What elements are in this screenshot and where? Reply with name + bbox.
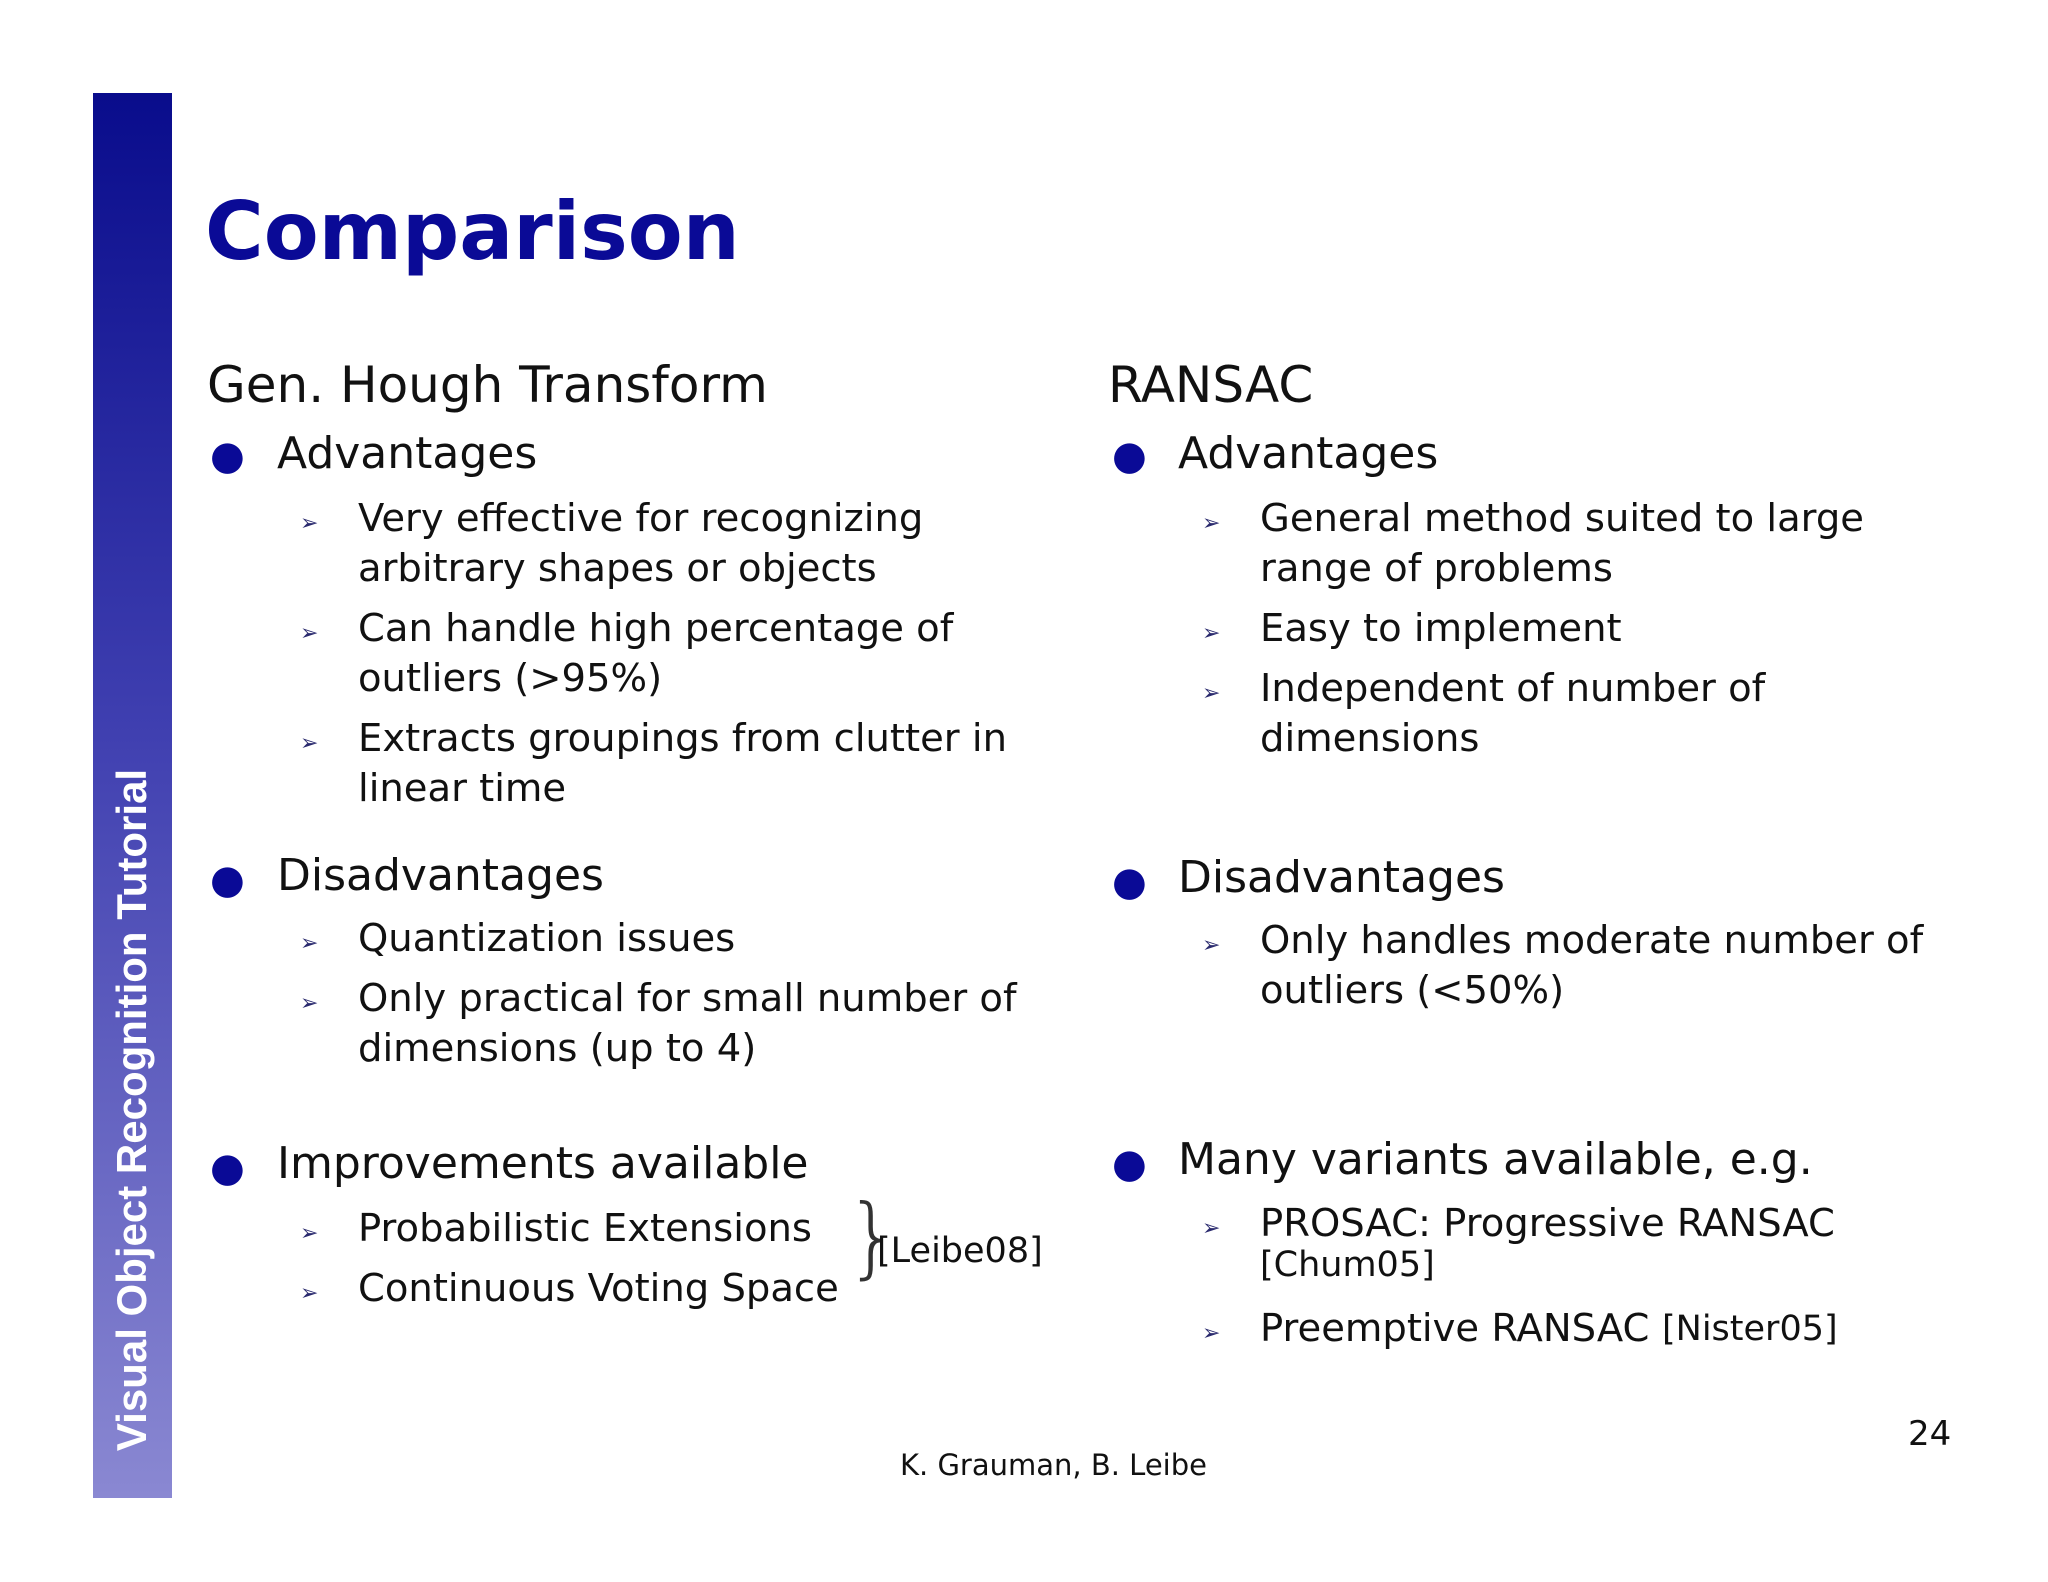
left-column-heading: Gen. Hough Transform: [207, 356, 768, 414]
left-adv-item-1-line-2: arbitrary shapes or objects: [358, 546, 877, 591]
right-adv-item-2: Easy to implement: [1260, 606, 1622, 651]
arrowhead-icon: ➢: [300, 1221, 319, 1246]
page-number: 24: [1908, 1414, 1952, 1454]
right-bullet-variants: Many variants available, e.g.: [1178, 1134, 1813, 1185]
left-imp-item-1: Probabilistic Extensions: [358, 1206, 812, 1251]
arrowhead-icon: ➢: [1202, 511, 1221, 536]
right-adv-item-1-line-2: range of problems: [1260, 546, 1613, 591]
right-dis-item-1-line-2: outliers (<50%): [1260, 968, 1565, 1013]
left-adv-item-2-line-1: Can handle high percentage of: [358, 606, 954, 651]
right-adv-item-3-line-2: dimensions: [1260, 716, 1480, 761]
bullet-dot-icon: ●: [1112, 1141, 1147, 1187]
left-bullet-disadvantages: Disadvantages: [277, 850, 604, 901]
left-dis-item-2-line-2: dimensions (up to 4): [358, 1026, 757, 1071]
page-title: Comparison: [205, 185, 740, 278]
bullet-dot-icon: ●: [1112, 433, 1147, 479]
arrowhead-icon: ➢: [300, 511, 319, 536]
right-adv-item-3-line-1: Independent of number of: [1260, 666, 1766, 711]
right-bullet-advantages: Advantages: [1178, 428, 1439, 479]
left-adv-item-1-line-1: Very effective for recognizing: [358, 496, 924, 541]
left-bullet-improvements: Improvements available: [277, 1138, 809, 1189]
left-bullet-advantages: Advantages: [277, 428, 538, 479]
arrowhead-icon: ➢: [300, 991, 319, 1016]
left-imp-item-2: Continuous Voting Space: [358, 1266, 839, 1311]
left-adv-item-2-line-2: outliers (>95%): [358, 656, 663, 701]
arrowhead-icon: ➢: [300, 731, 319, 756]
arrowhead-icon: ➢: [300, 621, 319, 646]
left-adv-item-3-line-2: linear time: [358, 766, 567, 811]
arrowhead-icon: ➢: [1202, 933, 1221, 958]
left-dis-item-1: Quantization issues: [358, 916, 736, 961]
right-dis-item-1-line-1: Only handles moderate number of: [1260, 918, 1924, 963]
left-adv-item-3-line-1: Extracts groupings from clutter in: [358, 716, 1007, 761]
arrowhead-icon: ➢: [1202, 621, 1221, 646]
right-var-item-1: PROSAC: Progressive RANSAC: [1260, 1201, 1835, 1246]
citation-nister05: [Nister05]: [1662, 1309, 1838, 1349]
left-dis-item-2-line-1: Only practical for small number of: [358, 976, 1017, 1021]
sidebar-label: Visual Object Recognition Tutorial: [108, 768, 155, 1452]
citation-chum05: [Chum05]: [1260, 1245, 1435, 1285]
bullet-dot-icon: ●: [1112, 859, 1147, 905]
right-column-heading: RANSAC: [1108, 356, 1314, 414]
footer-authors: K. Grauman, B. Leibe: [900, 1448, 1207, 1482]
arrowhead-icon: ➢: [1202, 1321, 1221, 1346]
arrowhead-icon: ➢: [300, 931, 319, 956]
right-brace-icon: }: [845, 1185, 901, 1288]
citation-leibe08: [Leibe08]: [877, 1231, 1043, 1271]
bullet-dot-icon: ●: [210, 857, 245, 903]
arrowhead-icon: ➢: [1202, 681, 1221, 706]
bullet-dot-icon: ●: [210, 433, 245, 479]
right-adv-item-1-line-1: General method suited to large: [1260, 496, 1864, 541]
right-bullet-disadvantages: Disadvantages: [1178, 852, 1505, 903]
bullet-dot-icon: ●: [210, 1145, 245, 1191]
arrowhead-icon: ➢: [300, 1281, 319, 1306]
right-var-item-2: Preemptive RANSAC: [1260, 1306, 1650, 1351]
arrowhead-icon: ➢: [1202, 1216, 1221, 1241]
